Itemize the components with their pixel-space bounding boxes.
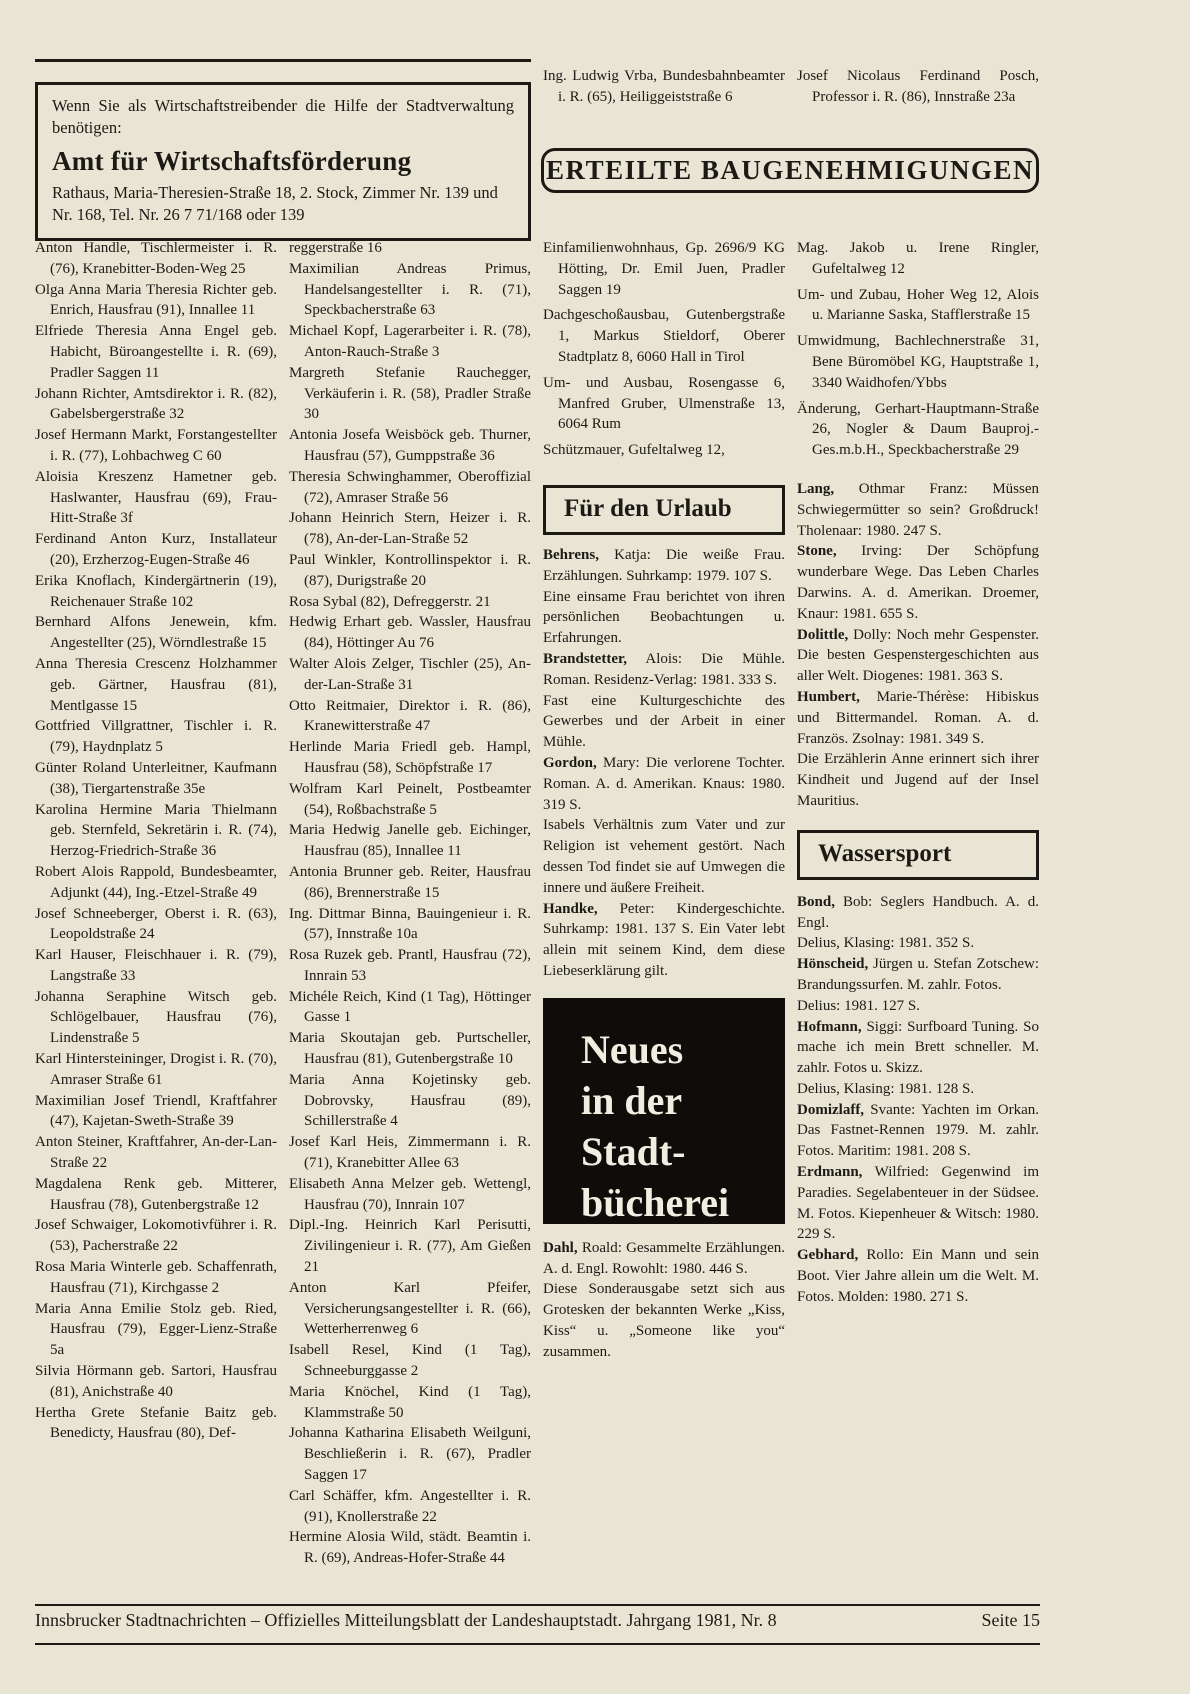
book-author: Domizlaff,	[797, 1101, 865, 1118]
person-entry: Elisabeth Anna Melzer geb. Wettengl, Hausfrau (70), Innrain 107	[289, 1175, 531, 1213]
book-entry	[797, 1245, 1039, 1307]
book-description: Alois: Die Mühle. Roman. Residenz-Verlag: 1981. 333 S.	[543, 650, 785, 688]
person-entry: Maximilian Josef Triendl, Kraftfahrer (47), Kajetan-Sweth-Straße 39	[35, 1092, 277, 1130]
book-description: Rollo: Ein Mann und sein Boot. Vier Jahre allein um die Welt. M. Fotos. Molden: 1980. 271 S.	[797, 1247, 1039, 1305]
book-description: Svante: Yachten im Orkan. Das Fastnet-Rennen 1979. M. zahlr. Fotos. Maritim: 1981. 208 S.	[797, 1101, 1039, 1160]
info-box-details: Rathaus, Maria-Theresien-Straße 18, 2. Stock, Zimmer Nr. 139 und Nr. 168, Tel. Nr. 26 7 71/168 oder 139	[52, 183, 498, 224]
person-entry: Johanna Seraphine Witsch geb. Schlögelbauer, Hausfrau (76), Lindenstraße 5	[35, 988, 277, 1047]
book-entry	[797, 1100, 1039, 1162]
book-entry	[797, 892, 1039, 934]
book-description: Delius, Klasing: 1981. 128 S.	[797, 1080, 975, 1097]
person-entry: Maximilian Andreas Primus, Handelsangestellter i. R. (71), Speckbacherstraße 63	[289, 260, 531, 319]
person-entry: Rosa Sybal (82), Defreggerstr. 21	[289, 593, 491, 610]
book-description: Delius, Klasing: 1981. 352 S.	[797, 935, 975, 952]
book-description: Delius: 1981. 127 S.	[797, 997, 920, 1014]
permit-entry: Schützmauer, Gufeltalweg 12,	[543, 442, 725, 459]
section-title: Wassersport	[818, 839, 952, 867]
book-entry	[797, 954, 1039, 996]
promo-line: Neues	[581, 1026, 684, 1072]
book-author: Humbert,	[797, 688, 860, 705]
book-description: Fast eine Kulturgeschichte des Gewerbes und der Arbeit in einer Mühle.	[543, 692, 785, 751]
person-entry: Hertha Grete Stefanie Baitz geb. Benedicty, Hausfrau (80), Def-	[35, 1404, 277, 1442]
permit-entry: Dachgeschoßausbau, Gutenbergstraße 1, Markus Stieldorf, Oberer Stadtplatz 8, 6060 Hall in Tirol	[543, 307, 785, 365]
book-author: Stone,	[797, 543, 837, 560]
person-entry: Paul Winkler, Kontrollinspektor i. R. (87), Durigstraße 20	[289, 551, 531, 589]
persons-column-1	[35, 238, 277, 1444]
book-description: Bob: Seglers Handbuch. A. d. Engl.	[797, 893, 1039, 931]
book-entry	[543, 545, 785, 587]
person-entry: Rosa Ruzek geb. Prantl, Hausfrau (72), Innrain 53	[289, 947, 531, 984]
book-entry	[543, 1279, 785, 1362]
book-entry	[797, 687, 1039, 749]
book-author: Brandstetter,	[543, 650, 628, 667]
person-entry: Magdalena Renk geb. Mitterer, Hausfrau (78), Gutenbergstraße 12	[35, 1175, 277, 1213]
person-entry: Herlinde Maria Friedl geb. Hampl, Hausfrau (58), Schöpfstraße 17	[289, 739, 531, 776]
book-entry	[543, 899, 785, 982]
book-author: Dahl,	[543, 1239, 578, 1256]
section-title: Für den Urlaub	[564, 494, 732, 522]
wirtschaftsfoerderung-info-box	[35, 82, 531, 241]
person-entry: Walter Alois Zelger, Tischler (25), An-der-Lan-Straße 31	[289, 655, 531, 693]
wassersport-book-list	[797, 892, 1039, 1308]
person-entry: Carl Schäffer, kfm. Angestellter i. R. (91), Knollerstraße 22	[289, 1487, 531, 1525]
person-entry: Antonia Brunner geb. Reiter, Hausfrau (86), Brennerstraße 15	[289, 863, 531, 901]
column-3	[543, 238, 785, 1362]
person-entry: Otto Reitmaier, Direktor i. R. (86), Kranewitterstraße 47	[289, 697, 531, 735]
book-description: Othmar Franz: Müssen Schwiegermütter so sein? Großdruck! Tholenaar: 1980. 247 S.	[797, 480, 1039, 539]
book-author: Handke,	[543, 900, 598, 917]
footer	[35, 1610, 1040, 1631]
person-entry: Silvia Hörmann geb. Sartori, Hausfrau (81), Anichstraße 40	[35, 1363, 277, 1400]
person-entry: Dipl.-Ing. Heinrich Karl Perisutti, Zivilingenieur i. R. (77), Am Gießen 21	[289, 1217, 531, 1276]
info-box-intro: Wenn Sie als Wirtschaftstreibender die Hilfe der Stadtverwaltung benötigen:	[52, 96, 514, 137]
book-description: Isabels Verhältnis zum Vater und zur Religion ist vehement gestört. Nach dessen Tod findet sie auf Umwegen die innere und äußere Freiheit.	[543, 817, 785, 896]
permit-entry: Einfamilienwohnhaus, Gp. 2696/9 KG Hötting, Dr. Emil Juen, Pradler Saggen 19	[543, 240, 785, 298]
person-entry: Ing. Dittmar Binna, Bauingenieur i. R. (57), Innstraße 10a	[289, 905, 531, 943]
column-4	[797, 238, 1039, 1308]
stadtbuecherei-promo-box	[543, 998, 785, 1224]
footer-page-number: Seite 15	[981, 1610, 1040, 1630]
person-entry: Maria Knöchel, Kind (1 Tag), Klammstraße 50	[289, 1383, 531, 1421]
person-entry: Maria Anna Kojetinsky geb. Dobrovsky, Hausfrau (89), Schillerstraße 4	[289, 1071, 531, 1130]
book-description: Mary: Die verlorene Tochter. Roman. A. d. Amerikan. Knaus: 1980. 319 S.	[543, 754, 785, 813]
book-description: Irving: Der Schöpfung wunderbare Wege. Das Leben Charles Darwins. A. d. Amerikan. Droemer, Knaur: 1981. 655 S.	[797, 543, 1039, 622]
person-entry: Olga Anna Maria Theresia Richter geb. Enrich, Hausfrau (91), Innallee 11	[35, 281, 277, 319]
book-description: Siggi: Surfboard Tuning. So mache ich mein Brett schneller. M. zahlr. Fotos u. Skizz.	[797, 1018, 1039, 1077]
person-entry: Josef Karl Heis, Zimmermann i. R. (71), Kranebitter Allee 63	[289, 1134, 531, 1172]
book-author: Gordon,	[543, 754, 597, 771]
book-author: Dolittle,	[797, 626, 849, 643]
book-description: Katja: Die weiße Frau. Erzählungen. Suhrkamp: 1979. 107 S.	[543, 546, 785, 584]
book-entry	[797, 1162, 1039, 1245]
permits-list-left	[543, 238, 785, 461]
person-entry: Robert Alois Rappold, Bundesbeamter, Adjunkt (44), Ing.-Etzel-Straße 49	[35, 863, 277, 901]
book-description: Diese Sonderausgabe setzt sich aus Grotesken der bekannten Werke „Kiss, Kiss“ u. „Someone like you“ zusammen.	[543, 1281, 785, 1360]
person-entry: Margreth Stefanie Rauchegger, Verkäuferin i. R. (58), Pradler Straße 30	[289, 364, 531, 423]
urlaub-book-list	[543, 545, 785, 982]
book-author: Gebhard,	[797, 1247, 859, 1264]
footer-rule-top	[35, 1604, 1040, 1606]
book-description: Wilfried: Gegenwind im Paradies. Segelabenteuer in der Südsee. M. Fotos. Kiepenheuer & Witsch: 1980. 229 S.	[797, 1164, 1039, 1243]
person-entry: Karl Hintersteininger, Drogist i. R. (70), Amraser Straße 61	[35, 1051, 277, 1088]
person-entry: Aloisia Kreszenz Hametner geb. Haslwanter, Hausfrau (69), Frau-Hitt-Straße 3f	[35, 468, 277, 527]
footer-rule-bottom	[35, 1643, 1040, 1645]
permit-entry: Änderung, Gerhart-Hauptmann-Straße 26, Nogler & Daum Bauproj.-Ges.m.b.H., Speckbacherstraße 29	[797, 400, 1039, 459]
book-author: Behrens,	[543, 546, 599, 563]
person-entry: Michéle Reich, Kind (1 Tag), Höttinger Gasse 1	[289, 988, 531, 1026]
person-entry: Johanna Katharina Elisabeth Weilguni, Beschließerin i. R. (67), Pradler Saggen 17	[289, 1425, 531, 1484]
person-entry: Ferdinand Anton Kurz, Installateur (20), Erzherzog-Eugen-Straße 46	[35, 531, 277, 568]
book-description: Eine einsame Frau berichtet von ihren persönlichen Beobachtungen u. Erfahrungen.	[543, 588, 785, 647]
person-entry: Maria Hedwig Janelle geb. Eichinger, Hausfrau (85), Innallee 11	[289, 822, 531, 860]
promo-line: bücherei	[581, 1179, 730, 1225]
persons-column-2	[289, 238, 531, 1569]
person-entry: Isabell Resel, Kind (1 Tag), Schneeburggasse 2	[289, 1342, 531, 1380]
book-entry	[797, 625, 1039, 687]
book-entry	[797, 541, 1039, 624]
banner-title: ERTEILTE BAUGENEHMIGUNGEN	[546, 155, 1034, 185]
book-entry	[543, 691, 785, 753]
book-entry	[797, 749, 1039, 811]
footer-publication-info: Innsbrucker Stadtnachrichten – Offizielles Mitteilungsblatt der Landeshauptstadt. Jahrgang 1981, Nr. 8	[35, 1610, 777, 1630]
book-description: Roald: Gesammelte Erzählungen. A. d. Engl. Rowohlt: 1980. 446 S.	[543, 1239, 785, 1277]
book-author: Hofmann,	[797, 1018, 862, 1035]
person-entry: Johann Heinrich Stern, Heizer i. R. (78), An-der-Lan-Straße 52	[289, 510, 531, 548]
person-entry: Johann Richter, Amtsdirektor i. R. (82), Gabelsbergerstraße 32	[35, 385, 277, 423]
urlaub-book-list-continued	[797, 479, 1039, 812]
person-entry: Michael Kopf, Lagerarbeiter i. R. (78), Anton-Rauch-Straße 3	[289, 323, 531, 360]
book-author: Lang,	[797, 480, 835, 497]
book-author: Bond,	[797, 893, 835, 910]
book-author: Hönscheid,	[797, 956, 869, 973]
person-entry: Josef Hermann Markt, Forstangestellter i. R. (77), Lohbachweg C 60	[35, 427, 277, 464]
book-entry	[797, 479, 1039, 541]
info-box-title: Amt für Wirtschaftsförderung	[52, 146, 412, 176]
section-heading-wassersport	[797, 830, 1039, 880]
person-entry: Günter Roland Unterleitner, Kaufmann (38), Tiergartenstraße 35e	[35, 759, 277, 797]
dahl-book-list	[543, 1238, 785, 1363]
obituary-entry: Josef Nicolaus Ferdinand Posch, Professor i. R. (86), Innstraße 23a	[797, 68, 1039, 105]
person-entry: Anton Steiner, Kraftfahrer, An-der-Lan-Straße 22	[35, 1134, 277, 1172]
permit-entry: Um- und Zubau, Hoher Weg 12, Alois u. Marianne Saska, Stafflerstraße 15	[797, 286, 1039, 324]
book-description: Peter: Kindergeschichte. Suhrkamp: 1981. 137 S. Ein Vater lebt allein mit seinem Kind, dem diese Liebeserklärung gilt.	[543, 900, 785, 979]
person-entry: Maria Skoutajan geb. Purtscheller, Hausfrau (81), Gutenbergstraße 10	[289, 1030, 531, 1068]
obituary-entry: Ing. Ludwig Vrba, Bundesbahnbeamter i. R. (65), Heiliggeiststraße 6	[543, 68, 785, 105]
book-entry	[797, 1079, 1039, 1100]
book-entry	[797, 996, 1039, 1017]
book-entry	[543, 649, 785, 691]
book-entry	[543, 815, 785, 898]
promo-lines	[581, 1024, 785, 1228]
permit-entry: Mag. Jakob u. Irene Ringler, Gufeltalweg 12	[797, 240, 1039, 277]
person-entry: Josef Schneeberger, Oberst i. R. (63), Leopoldstraße 24	[35, 905, 277, 943]
person-entry: Rosa Maria Winterle geb. Schaffenrath, Hausfrau (71), Kirchgasse 2	[35, 1259, 277, 1296]
book-description: Marie-Thérèse: Hibiskus und Bittermandel. Roman. A. d. Französ. Zsolnay: 1981. 349 S.	[797, 688, 1039, 747]
person-entry: Antonia Josefa Weisböck geb. Thurner, Hausfrau (57), Gumppstraße 36	[289, 427, 531, 464]
permit-entry: Um- und Ausbau, Rosengasse 6, Manfred Gruber, Ulmenstraße 13, 6064 Rum	[543, 374, 785, 433]
person-entry: Gottfried Villgrattner, Tischler i. R. (79), Haydnplatz 5	[35, 718, 277, 756]
person-entry: Karl Hauser, Fleischhauer i. R. (79), Langstraße 33	[35, 947, 277, 984]
book-entry	[543, 587, 785, 649]
book-entry	[543, 753, 785, 815]
book-description: Dolly: Noch mehr Gespenster. Die besten Gespenstergeschichten aus aller Welt. Diogenes: 1981. 363 S.	[797, 626, 1039, 685]
book-description: Jürgen u. Stefan Zotschew: Brandungssurfen. M. zahlr. Fotos.	[797, 956, 1039, 993]
person-entry: Karolina Hermine Maria Thielmann geb. Sternfeld, Sekretärin i. R. (74), Herzog-Friedrich-Straße 36	[35, 801, 277, 860]
book-description: Die Erzählerin Anne erinnert sich ihrer Kindheit und Jugend auf der Insel Mauritius.	[797, 751, 1039, 809]
permits-list-right	[797, 238, 1039, 461]
section-banner-baugenehmigungen	[541, 148, 1039, 193]
book-author: Erdmann,	[797, 1164, 863, 1181]
permit-entry: Umwidmung, Bachlechnerstraße 31, Bene Büromöbel KG, Hauptstraße 1, 3340 Waidhofen/Ybbs	[797, 333, 1039, 391]
person-entry: Elfriede Theresia Anna Engel geb. Habicht, Büroangestellte i. R. (69), Pradler Saggen 11	[35, 323, 277, 381]
promo-line: Stadt-	[581, 1128, 686, 1174]
promo-line: in der	[581, 1077, 683, 1123]
person-entry: Anton Karl Pfeifer, Versicherungsangestellter i. R. (66), Wetterherrenweg 6	[289, 1279, 531, 1338]
person-entry: Wolfram Karl Peinelt, Postbeamter (54), Roßbachstraße 5	[289, 780, 531, 818]
person-entry: Theresia Schwinghammer, Oberoffizial (72), Amraser Straße 56	[289, 468, 531, 506]
book-entry	[797, 1017, 1039, 1079]
person-entry: Anton Handle, Tischlermeister i. R. (76), Kranebitter-Boden-Weg 25	[35, 240, 277, 277]
person-entry: reggerstraße 16	[289, 240, 382, 256]
person-entry: Hedwig Erhart geb. Wassler, Hausfrau (84), Höttinger Au 76	[289, 614, 531, 652]
person-entry: Bernhard Alfons Jenewein, kfm. Angestellter (25), Wörndlestraße 15	[35, 614, 277, 652]
section-heading-fuer-den-urlaub	[543, 485, 785, 535]
person-entry: Josef Schwaiger, Lokomotivführer i. R. (53), Pacherstraße 22	[35, 1217, 277, 1255]
person-entry: Hermine Alosia Wild, städt. Beamtin i. R. (69), Andreas-Hofer-Straße 44	[289, 1529, 531, 1567]
person-entry: Erika Knoflach, Kindergärtnerin (19), Reichenauer Straße 102	[35, 572, 277, 610]
top-divider-rule	[35, 59, 531, 62]
person-entry: Maria Anna Emilie Stolz geb. Ried, Hausfrau (79), Egger-Lienz-Straße 5a	[35, 1300, 277, 1359]
book-entry	[543, 1238, 785, 1280]
book-entry	[797, 933, 1039, 954]
person-entry: Anna Theresia Crescenz Holzhammer geb. Gärtner, Hausfrau (81), Mentlgasse 15	[35, 655, 277, 714]
